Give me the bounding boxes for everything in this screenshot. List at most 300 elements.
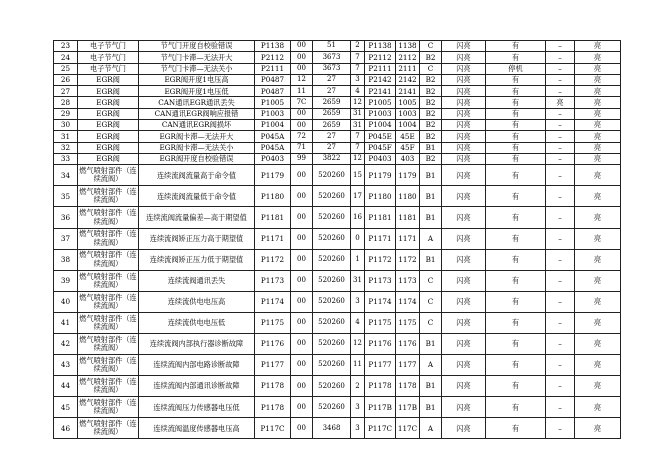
system-name: EGR阀 [78,142,139,153]
field-code: 99 [291,153,313,164]
limp-action: 有 [486,355,546,376]
hex-code: 403 [396,153,420,164]
indicator-b: – [546,186,575,207]
table-row [54,270,621,291]
fmi-code: 2 [351,376,365,397]
fmi-code: 3 [351,74,365,85]
row-number: 36 [54,207,78,228]
spn-code: 27 [313,74,351,85]
indicator-c: 亮 [575,418,621,439]
table-row [54,334,621,355]
table-row [54,291,621,312]
table-row [54,355,621,376]
dtc-code: P1005 [255,97,291,108]
dtc-code: P045A [255,131,291,142]
fault-description: 节气门卡滞—无法关小 [139,63,255,74]
dtc-code-repeat: P1174 [365,291,396,312]
indicator-b: – [546,376,575,397]
spn-code: 520260 [313,165,351,186]
fault-class: B2 [420,86,442,97]
row-number: 31 [54,131,78,142]
dtc-code-repeat: P2112 [365,52,396,63]
fault-class: B2 [420,108,442,119]
fmi-code: 15 [351,165,365,186]
row-number: 25 [54,63,78,74]
fmi-code: 16 [351,207,365,228]
indicator-c: 亮 [575,334,621,355]
spn-code: 3822 [313,153,351,164]
table-row [54,120,621,131]
row-number: 23 [54,41,78,52]
spn-code: 2659 [313,120,351,131]
indicator-b: – [546,165,575,186]
spn-code: 520260 [313,228,351,249]
fault-class: C [420,312,442,333]
field-code: 00 [291,397,313,418]
fmi-code: 12 [351,97,365,108]
lamp-status: 闪亮 [442,186,486,207]
table-row [54,186,621,207]
dtc-code-repeat: P1177 [365,355,396,376]
indicator-b: – [546,142,575,153]
fault-class: B1 [420,207,442,228]
lamp-status: 闪亮 [442,142,486,153]
field-code: 00 [291,418,313,439]
dtc-code: P2111 [255,63,291,74]
fault-class: B1 [420,186,442,207]
dtc-code-repeat: P117C [365,418,396,439]
row-number: 45 [54,397,78,418]
spn-code: 520260 [313,312,351,333]
spn-code: 520260 [313,376,351,397]
system-name: 燃气喷射部件（连续流阀） [78,207,139,228]
row-number: 30 [54,120,78,131]
limp-action: 有 [486,228,546,249]
hex-code: 1181 [396,207,420,228]
indicator-c: 亮 [575,312,621,333]
fault-class: B1 [420,397,442,418]
indicator-c: 亮 [575,86,621,97]
indicator-b: – [546,418,575,439]
row-number: 40 [54,291,78,312]
indicator-c: 亮 [575,207,621,228]
field-code: 00 [291,63,313,74]
indicator-c: 亮 [575,108,621,119]
fault-description: 连续流阀流量高于命令值 [139,165,255,186]
system-name: EGR阀 [78,131,139,142]
lamp-status: 闪亮 [442,165,486,186]
system-name: 燃气喷射部件（连续流阀） [78,270,139,291]
dtc-code: P0487 [255,86,291,97]
limp-action: 有 [486,186,546,207]
fault-description: 节气门卡滞—无法开大 [139,52,255,63]
limp-action: 有 [486,142,546,153]
field-code: 00 [291,376,313,397]
lamp-status: 闪亮 [442,120,486,131]
limp-action: 有 [486,41,546,52]
fault-description: 连续流阀矫正压力低于期望值 [139,249,255,270]
indicator-b: 亮 [546,97,575,108]
table-row [54,63,621,74]
lamp-status: 闪亮 [442,334,486,355]
limp-action: 有 [486,249,546,270]
lamp-status: 闪亮 [442,397,486,418]
row-number: 46 [54,418,78,439]
system-name: 燃气喷射部件（连续流阀） [78,397,139,418]
table-row [54,74,621,85]
fault-description: 连续流阀矫正压力高于期望值 [139,228,255,249]
indicator-c: 亮 [575,249,621,270]
lamp-status: 闪亮 [442,270,486,291]
dtc-code: P1138 [255,41,291,52]
dtc-code: P1004 [255,120,291,131]
system-name: 燃气喷射部件（连续流阀） [78,291,139,312]
fmi-code: 12 [351,334,365,355]
indicator-b: – [546,249,575,270]
spn-code: 27 [313,86,351,97]
row-number: 42 [54,334,78,355]
dtc-code-repeat: P1138 [365,41,396,52]
indicator-b: – [546,131,575,142]
hex-code: 1180 [396,186,420,207]
system-name: EGR阀 [78,74,139,85]
fault-description: 连续流阀通讯丢失 [139,270,255,291]
indicator-c: 亮 [575,52,621,63]
fault-class: A [420,355,442,376]
indicator-b: – [546,120,575,131]
limp-action: 有 [486,153,546,164]
fault-description: 连续流阀流量低于命令值 [139,186,255,207]
fault-class: B2 [420,131,442,142]
fault-description: 连续流阀流量偏差—高于期望值 [139,207,255,228]
fault-description: 连续流阀温度传感器电压高 [139,418,255,439]
fault-description: EGR阀开度1电压高 [139,74,255,85]
indicator-b: – [546,334,575,355]
dtc-code-repeat: P1171 [365,228,396,249]
hex-code: 1176 [396,334,420,355]
limp-action: 有 [486,131,546,142]
fault-class: B2 [420,120,442,131]
field-code: 00 [291,165,313,186]
indicator-b: – [546,228,575,249]
lamp-status: 闪亮 [442,153,486,164]
hex-code: 117B [396,397,420,418]
system-name: EGR阀 [78,108,139,119]
fault-description: 连续流阀内部电路诊断故障 [139,355,255,376]
spn-code: 3468 [313,418,351,439]
field-code: 72 [291,131,313,142]
system-name: 燃气喷射部件（连续流阀） [78,355,139,376]
fmi-code: 4 [351,312,365,333]
fault-description: 连续流阀内部通讯诊断故障 [139,376,255,397]
table-row [54,52,621,63]
dtc-code-repeat: P045F [365,142,396,153]
limp-action: 有 [486,86,546,97]
field-code: 11 [291,86,313,97]
indicator-c: 亮 [575,376,621,397]
dtc-code-repeat: P2111 [365,63,396,74]
indicator-b: – [546,153,575,164]
spn-code: 3673 [313,52,351,63]
row-number: 41 [54,312,78,333]
limp-action: 有 [486,270,546,291]
fault-description: CAN通讯EGR阀响应报错 [139,108,255,119]
limp-action: 有 [486,312,546,333]
field-code: 00 [291,52,313,63]
spn-code: 51 [313,41,351,52]
indicator-c: 亮 [575,142,621,153]
system-name: 燃气喷射部件（连续流阀） [78,376,139,397]
field-code: 00 [291,249,313,270]
field-code: 00 [291,291,313,312]
fmi-code: 17 [351,186,365,207]
dtc-code-repeat: P2142 [365,74,396,85]
spn-code: 2659 [313,97,351,108]
row-number: 37 [54,228,78,249]
fault-description: EGR阀开度自校验错误 [139,153,255,164]
field-code: 7C [291,97,313,108]
system-name: 燃气喷射部件（连续流阀） [78,418,139,439]
system-name: 燃气喷射部件（连续流阀） [78,228,139,249]
spn-code: 27 [313,131,351,142]
fault-description: EGR阀卡滞—无法开大 [139,131,255,142]
limp-action: 有 [486,97,546,108]
row-number: 27 [54,86,78,97]
dtc-code: P1178 [255,397,291,418]
indicator-b: – [546,63,575,74]
dtc-code: P1177 [255,355,291,376]
dtc-code: P045A [255,142,291,153]
indicator-c: 亮 [575,165,621,186]
row-number: 44 [54,376,78,397]
dtc-code: P0403 [255,153,291,164]
fault-code-table [53,40,621,439]
fmi-code: 7 [351,142,365,153]
fault-class: C [420,291,442,312]
fault-class: B1 [420,249,442,270]
indicator-b: – [546,74,575,85]
lamp-status: 闪亮 [442,41,486,52]
indicator-b: – [546,291,575,312]
indicator-b: – [546,312,575,333]
indicator-c: 亮 [575,186,621,207]
dtc-code: P1180 [255,186,291,207]
indicator-b: – [546,52,575,63]
hex-code: 1173 [396,270,420,291]
dtc-code-repeat: P1181 [365,207,396,228]
dtc-code-repeat: P1175 [365,312,396,333]
dtc-code-repeat: P1172 [365,249,396,270]
row-number: 33 [54,153,78,164]
row-number: 32 [54,142,78,153]
lamp-status: 闪亮 [442,108,486,119]
dtc-code-repeat: P045E [365,131,396,142]
indicator-c: 亮 [575,355,621,376]
table-row [54,228,621,249]
dtc-code: P1179 [255,165,291,186]
hex-code: 1004 [396,120,420,131]
dtc-code: P117C [255,418,291,439]
dtc-code-repeat: P0403 [365,153,396,164]
hex-code: 1005 [396,97,420,108]
fault-description: EGR阀开度1电压低 [139,86,255,97]
hex-code: 45E [396,131,420,142]
dtc-code-repeat: P1176 [365,334,396,355]
row-number: 24 [54,52,78,63]
dtc-code: P1173 [255,270,291,291]
limp-action: 停机 [486,63,546,74]
fault-class: B2 [420,52,442,63]
fmi-code: 11 [351,355,365,376]
indicator-b: – [546,270,575,291]
table-row [54,142,621,153]
fmi-code: 3 [351,397,365,418]
system-name: 燃气喷射部件（连续流阀） [78,165,139,186]
limp-action: 有 [486,334,546,355]
indicator-c: 亮 [575,228,621,249]
indicator-c: 亮 [575,153,621,164]
system-name: 燃气喷射部件（连续流阀） [78,249,139,270]
fmi-code: 0 [351,228,365,249]
table-row [54,97,621,108]
table-row [54,397,621,418]
system-name: EGR阀 [78,153,139,164]
lamp-status: 闪亮 [442,228,486,249]
fault-description: 连续流供电电压低 [139,312,255,333]
lamp-status: 闪亮 [442,86,486,97]
hex-code: 1003 [396,108,420,119]
hex-code: 1177 [396,355,420,376]
dtc-code-repeat: P1173 [365,270,396,291]
fault-class: A [420,418,442,439]
hex-code: 1172 [396,249,420,270]
row-number: 35 [54,186,78,207]
spn-code: 27 [313,142,351,153]
indicator-b: – [546,41,575,52]
spn-code: 520260 [313,270,351,291]
fmi-code: 2 [351,41,365,52]
row-number: 38 [54,249,78,270]
indicator-c: 亮 [575,41,621,52]
indicator-c: 亮 [575,120,621,131]
table-row [54,376,621,397]
field-code: 00 [291,270,313,291]
field-code: 00 [291,41,313,52]
table-row [54,86,621,97]
fault-description: 连续流供电电压高 [139,291,255,312]
field-code: 00 [291,207,313,228]
lamp-status: 闪亮 [442,312,486,333]
table-row [54,312,621,333]
fmi-code: 31 [351,108,365,119]
dtc-code-repeat: P2141 [365,86,396,97]
fmi-code: 7 [351,63,365,74]
fmi-code: 31 [351,270,365,291]
field-code: 71 [291,142,313,153]
dtc-code: P1176 [255,334,291,355]
fmi-code: 31 [351,120,365,131]
fault-description: 连续流阀内部执行器诊断故障 [139,334,255,355]
spn-code: 520260 [313,186,351,207]
fault-class: C [420,63,442,74]
spn-code: 3673 [313,63,351,74]
fault-description: CAN通讯EGR通讯丢失 [139,97,255,108]
hex-code: 45F [396,142,420,153]
hex-code: 1175 [396,312,420,333]
dtc-code-repeat: P1179 [365,165,396,186]
lamp-status: 闪亮 [442,131,486,142]
spn-code: 520260 [313,291,351,312]
fault-class: B2 [420,74,442,85]
limp-action: 有 [486,120,546,131]
field-code: 00 [291,186,313,207]
lamp-status: 闪亮 [442,418,486,439]
row-number: 28 [54,97,78,108]
fault-class: C [420,41,442,52]
dtc-code-repeat: P1180 [365,186,396,207]
row-number: 34 [54,165,78,186]
fault-class: B1 [420,165,442,186]
table-row [54,418,621,439]
hex-code: 2142 [396,74,420,85]
field-code: 00 [291,108,313,119]
table-row [54,165,621,186]
indicator-b: – [546,355,575,376]
field-code: 00 [291,120,313,131]
system-name: EGR阀 [78,120,139,131]
hex-code: 1179 [396,165,420,186]
dtc-code-repeat: P1003 [365,108,396,119]
table-row [54,249,621,270]
lamp-status: 闪亮 [442,74,486,85]
dtc-code: P1178 [255,376,291,397]
spn-code: 2659 [313,108,351,119]
lamp-status: 闪亮 [442,207,486,228]
indicator-c: 亮 [575,397,621,418]
hex-code: 2111 [396,63,420,74]
spn-code: 520260 [313,249,351,270]
row-number: 39 [54,270,78,291]
fault-class: B1 [420,376,442,397]
fault-description: EGR阀卡滞—无法关小 [139,142,255,153]
hex-code: 2112 [396,52,420,63]
limp-action: 有 [486,397,546,418]
dtc-code-repeat: P1004 [365,120,396,131]
indicator-b: – [546,86,575,97]
field-code: 00 [291,334,313,355]
table-row [54,108,621,119]
indicator-c: 亮 [575,270,621,291]
fmi-code: 7 [351,52,365,63]
dtc-code-repeat: P117B [365,397,396,418]
fault-class: C [420,270,442,291]
limp-action: 有 [486,418,546,439]
spn-code: 520260 [313,397,351,418]
fault-description: 连续流阀压力传感器电压低 [139,397,255,418]
row-number: 26 [54,74,78,85]
dtc-code: P1171 [255,228,291,249]
dtc-code: P1172 [255,249,291,270]
hex-code: 2141 [396,86,420,97]
indicator-b: – [546,108,575,119]
indicator-c: 亮 [575,97,621,108]
fault-class: B2 [420,153,442,164]
limp-action: 有 [486,108,546,119]
fmi-code: 1 [351,249,365,270]
fmi-code: 3 [351,291,365,312]
system-name: 电子节气门 [78,41,139,52]
indicator-c: 亮 [575,131,621,142]
